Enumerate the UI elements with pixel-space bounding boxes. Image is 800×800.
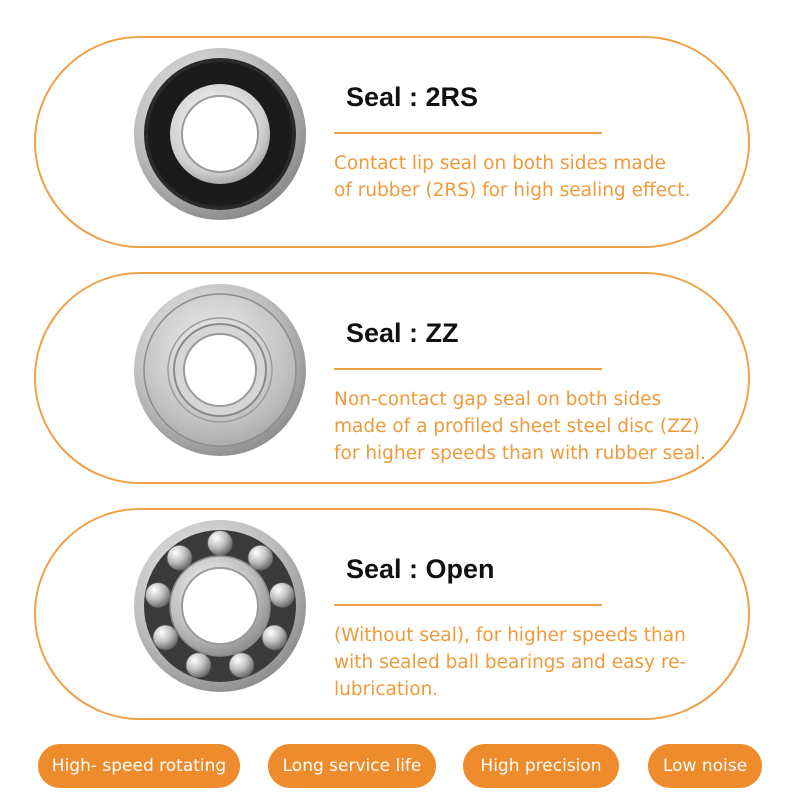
seal-2rs-card (34, 36, 750, 248)
title-underline (334, 604, 602, 606)
ball-icon (186, 653, 211, 678)
ball-icon (229, 653, 254, 678)
seal-zz-card (34, 272, 750, 484)
title-underline (334, 368, 602, 370)
seal-zz-title: Seal : ZZ (346, 318, 459, 348)
open-ball-bearing-image (132, 518, 308, 694)
ball-icon (153, 625, 178, 650)
feature-high-precision: High precision (463, 744, 619, 788)
seal-zz-description: Non-contact gap seal on both sides made of a profiled sheet steel disc (ZZ) for higher speeds than with rubber seal. (334, 389, 707, 464)
feature-long-service-life: Long service life (268, 744, 436, 788)
ball-icon (208, 531, 233, 556)
title-underline (334, 132, 602, 134)
seal-2rs-description: Contact lip seal on both sides made of rubber (2RS) for high sealing effect. (334, 153, 691, 201)
ball-icon (270, 583, 295, 608)
feature-high-speed: High- speed rotating (38, 744, 240, 788)
feature-low-noise: Low noise (648, 744, 762, 788)
rubber-sealed-bearing-image (132, 46, 308, 222)
seal-open-title: Seal : Open (346, 554, 495, 584)
ball-icon (145, 583, 170, 608)
ball-icon (262, 625, 287, 650)
seal-2rs-title: Seal : 2RS (346, 82, 479, 112)
seal-open-card (34, 508, 750, 720)
metal-shielded-bearing-image (132, 282, 308, 458)
seal-open-description: (Without seal), for higher speeds than with sealed ball bearings and easy re- lubrication. (334, 625, 687, 700)
